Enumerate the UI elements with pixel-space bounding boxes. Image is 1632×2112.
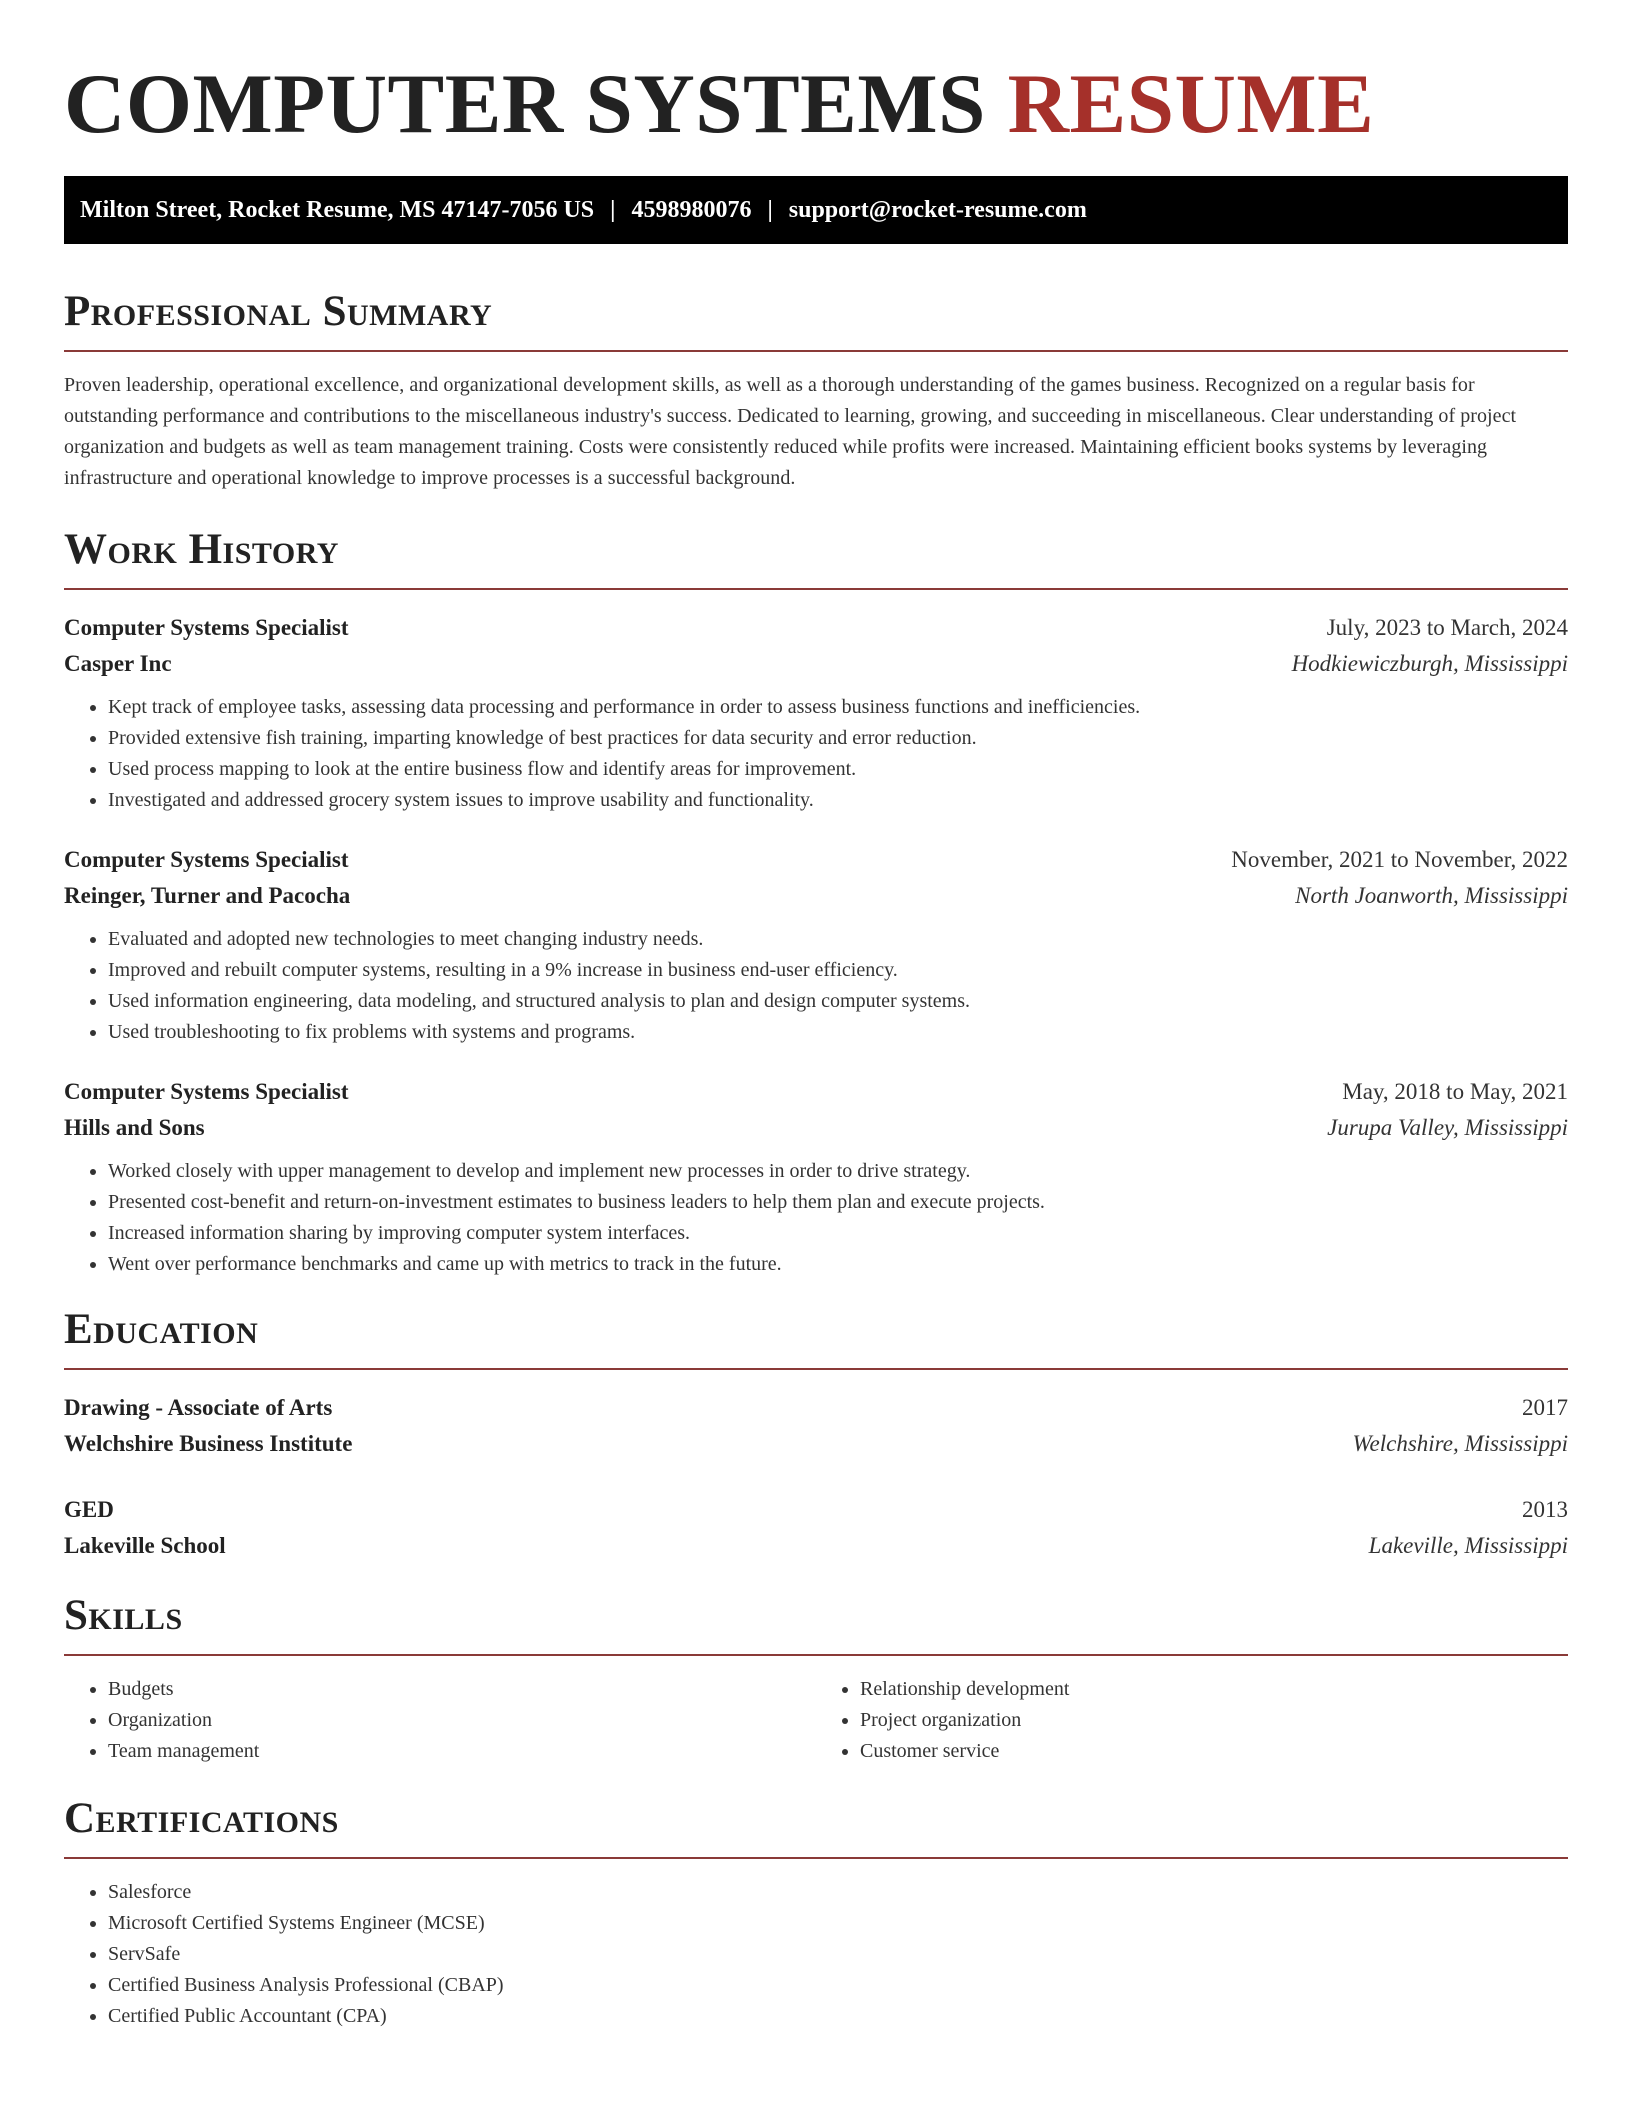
job-header-row xyxy=(64,842,1568,878)
skills-heading: Skills xyxy=(64,1592,183,1639)
job-title: Computer Systems Specialist xyxy=(64,847,349,872)
certification-item: • ServSafe xyxy=(108,1939,1568,1970)
certifications-section xyxy=(64,1793,1568,2032)
contact-bar xyxy=(64,176,1568,244)
title-main: COMPUTER SYSTEMS xyxy=(64,57,986,151)
education-header-row xyxy=(64,1390,1568,1426)
education-entry xyxy=(64,1492,1568,1564)
job-company-row xyxy=(64,646,1568,682)
job-dates: November, 2021 to November, 2022 xyxy=(1231,847,1568,872)
education-location: Lakeville, Mississippi xyxy=(1368,1533,1568,1558)
contact-email: support@rocket-resume.com xyxy=(788,196,1087,223)
education-header-row xyxy=(64,1492,1568,1528)
job-bullet: • Went over performance benchmarks and came up with metrics to track in the future. xyxy=(108,1249,1568,1280)
job-company: Hills and Sons xyxy=(64,1115,205,1140)
job-location: Jurupa Valley, Mississippi xyxy=(1327,1115,1568,1140)
title-accent: RESUME xyxy=(1007,57,1375,151)
job-bullets xyxy=(64,692,1568,816)
education-school-row xyxy=(64,1426,1568,1462)
contact-address: Milton Street, Rocket Resume, MS 47147-7056 US xyxy=(80,196,595,223)
job-header-row xyxy=(64,1074,1568,1110)
skills-list-left xyxy=(64,1674,816,1767)
job-location: North Joanworth, Mississippi xyxy=(1295,883,1568,908)
summary-heading: Professional Summary xyxy=(64,288,493,335)
certification-item: • Salesforce xyxy=(108,1877,1568,1908)
job-bullet: • Presented cost-benefit and return-on-investment estimates to business leaders to help them plan and execute projects. xyxy=(108,1187,1568,1218)
section-divider xyxy=(64,350,1568,352)
resume-title xyxy=(64,56,1568,152)
job-bullet: • Used process mapping to look at the entire business flow and identify areas for improvement. xyxy=(108,754,1568,785)
section-divider xyxy=(64,588,1568,590)
section-divider xyxy=(64,1857,1568,1859)
work-history-heading: Work History xyxy=(64,526,339,573)
job-bullet: • Improved and rebuilt computer systems, resulting in a 9% increase in business end-user efficiency. xyxy=(108,955,1568,986)
summary-text: Proven leadership, operational excellence, and organizational development skills, as well as a thorough understanding of the games business. Recognized on a regular basis for outstanding performance and contributions to the miscellaneous industry's success. Dedicated to learning, growing, and succeeding in miscellaneous. Clear understanding of project organization and budgets as well as team management training. Costs were consistently reduced while profits were increased. Maintaining efficient books systems by leveraging infrastructure and operational knowledge to improve processes is a successful background. xyxy=(64,374,1517,489)
education-degree: GED xyxy=(64,1497,114,1522)
education-entry xyxy=(64,1390,1568,1462)
job-entry xyxy=(64,1074,1568,1280)
job-company-row xyxy=(64,878,1568,914)
education-location: Welchshire, Mississippi xyxy=(1352,1431,1568,1456)
skill-item: • Budgets xyxy=(108,1674,816,1705)
skill-item: • Project organization xyxy=(860,1705,1568,1736)
job-bullet: • Increased information sharing by improving computer system interfaces. xyxy=(108,1218,1568,1249)
certification-item: • Certified Business Analysis Professional (CBAP) xyxy=(108,1970,1568,2001)
skill-item: • Organization xyxy=(108,1705,816,1736)
job-company: Casper Inc xyxy=(64,651,172,676)
skills-grid xyxy=(64,1674,1568,1767)
skills-list-right xyxy=(816,1674,1568,1767)
section-divider xyxy=(64,1368,1568,1370)
contact-phone: 4598980076 xyxy=(631,196,752,223)
education-heading: Education xyxy=(64,1306,259,1353)
education-year: 2017 xyxy=(1522,1395,1568,1420)
certification-item: • Certified Public Accountant (CPA) xyxy=(108,2001,1568,2032)
job-title: Computer Systems Specialist xyxy=(64,1079,349,1104)
certifications-heading: Certifications xyxy=(64,1795,339,1842)
job-bullet: • Worked closely with upper management to develop and implement new processes in order to drive strategy. xyxy=(108,1156,1568,1187)
contact-separator: | xyxy=(610,196,616,223)
section-divider xyxy=(64,1654,1568,1656)
job-company-row xyxy=(64,1110,1568,1146)
job-company: Reinger, Turner and Pacocha xyxy=(64,883,351,908)
job-bullet: • Kept track of employee tasks, assessing data processing and performance in order to assess business functions and inefficiencies. xyxy=(108,692,1568,723)
job-bullets xyxy=(64,924,1568,1048)
summary-section xyxy=(64,286,1568,494)
contact-separator: | xyxy=(767,196,773,223)
job-bullets xyxy=(64,1156,1568,1280)
job-bullet: • Evaluated and adopted new technologies to meet changing industry needs. xyxy=(108,924,1568,955)
education-year: 2013 xyxy=(1522,1497,1568,1522)
work-history-section xyxy=(64,524,1568,1280)
job-header-row xyxy=(64,610,1568,646)
job-entry xyxy=(64,842,1568,1048)
education-section xyxy=(64,1304,1568,1564)
skill-item: • Relationship development xyxy=(860,1674,1568,1705)
education-degree: Drawing - Associate of Arts xyxy=(64,1395,333,1420)
job-title: Computer Systems Specialist xyxy=(64,615,349,640)
certification-item: • Microsoft Certified Systems Engineer (MCSE) xyxy=(108,1908,1568,1939)
certifications-list xyxy=(64,1877,1568,2032)
job-dates: May, 2018 to May, 2021 xyxy=(1342,1079,1568,1104)
job-bullet: • Used troubleshooting to fix problems with systems and programs. xyxy=(108,1017,1568,1048)
job-entry xyxy=(64,610,1568,816)
education-school: Lakeville School xyxy=(64,1533,226,1558)
skill-item: • Customer service xyxy=(860,1736,1568,1767)
job-bullet: • Investigated and addressed grocery system issues to improve usability and functionality. xyxy=(108,785,1568,816)
job-dates: July, 2023 to March, 2024 xyxy=(1326,615,1568,640)
education-school-row xyxy=(64,1528,1568,1564)
skill-item: • Team management xyxy=(108,1736,816,1767)
skills-section xyxy=(64,1590,1568,1767)
job-bullet: • Provided extensive fish training, imparting knowledge of best practices for data security and error reduction. xyxy=(108,723,1568,754)
job-location: Hodkiewiczburgh, Mississippi xyxy=(1291,651,1568,676)
job-bullet: • Used information engineering, data modeling, and structured analysis to plan and design computer systems. xyxy=(108,986,1568,1017)
education-school: Welchshire Business Institute xyxy=(64,1431,353,1456)
